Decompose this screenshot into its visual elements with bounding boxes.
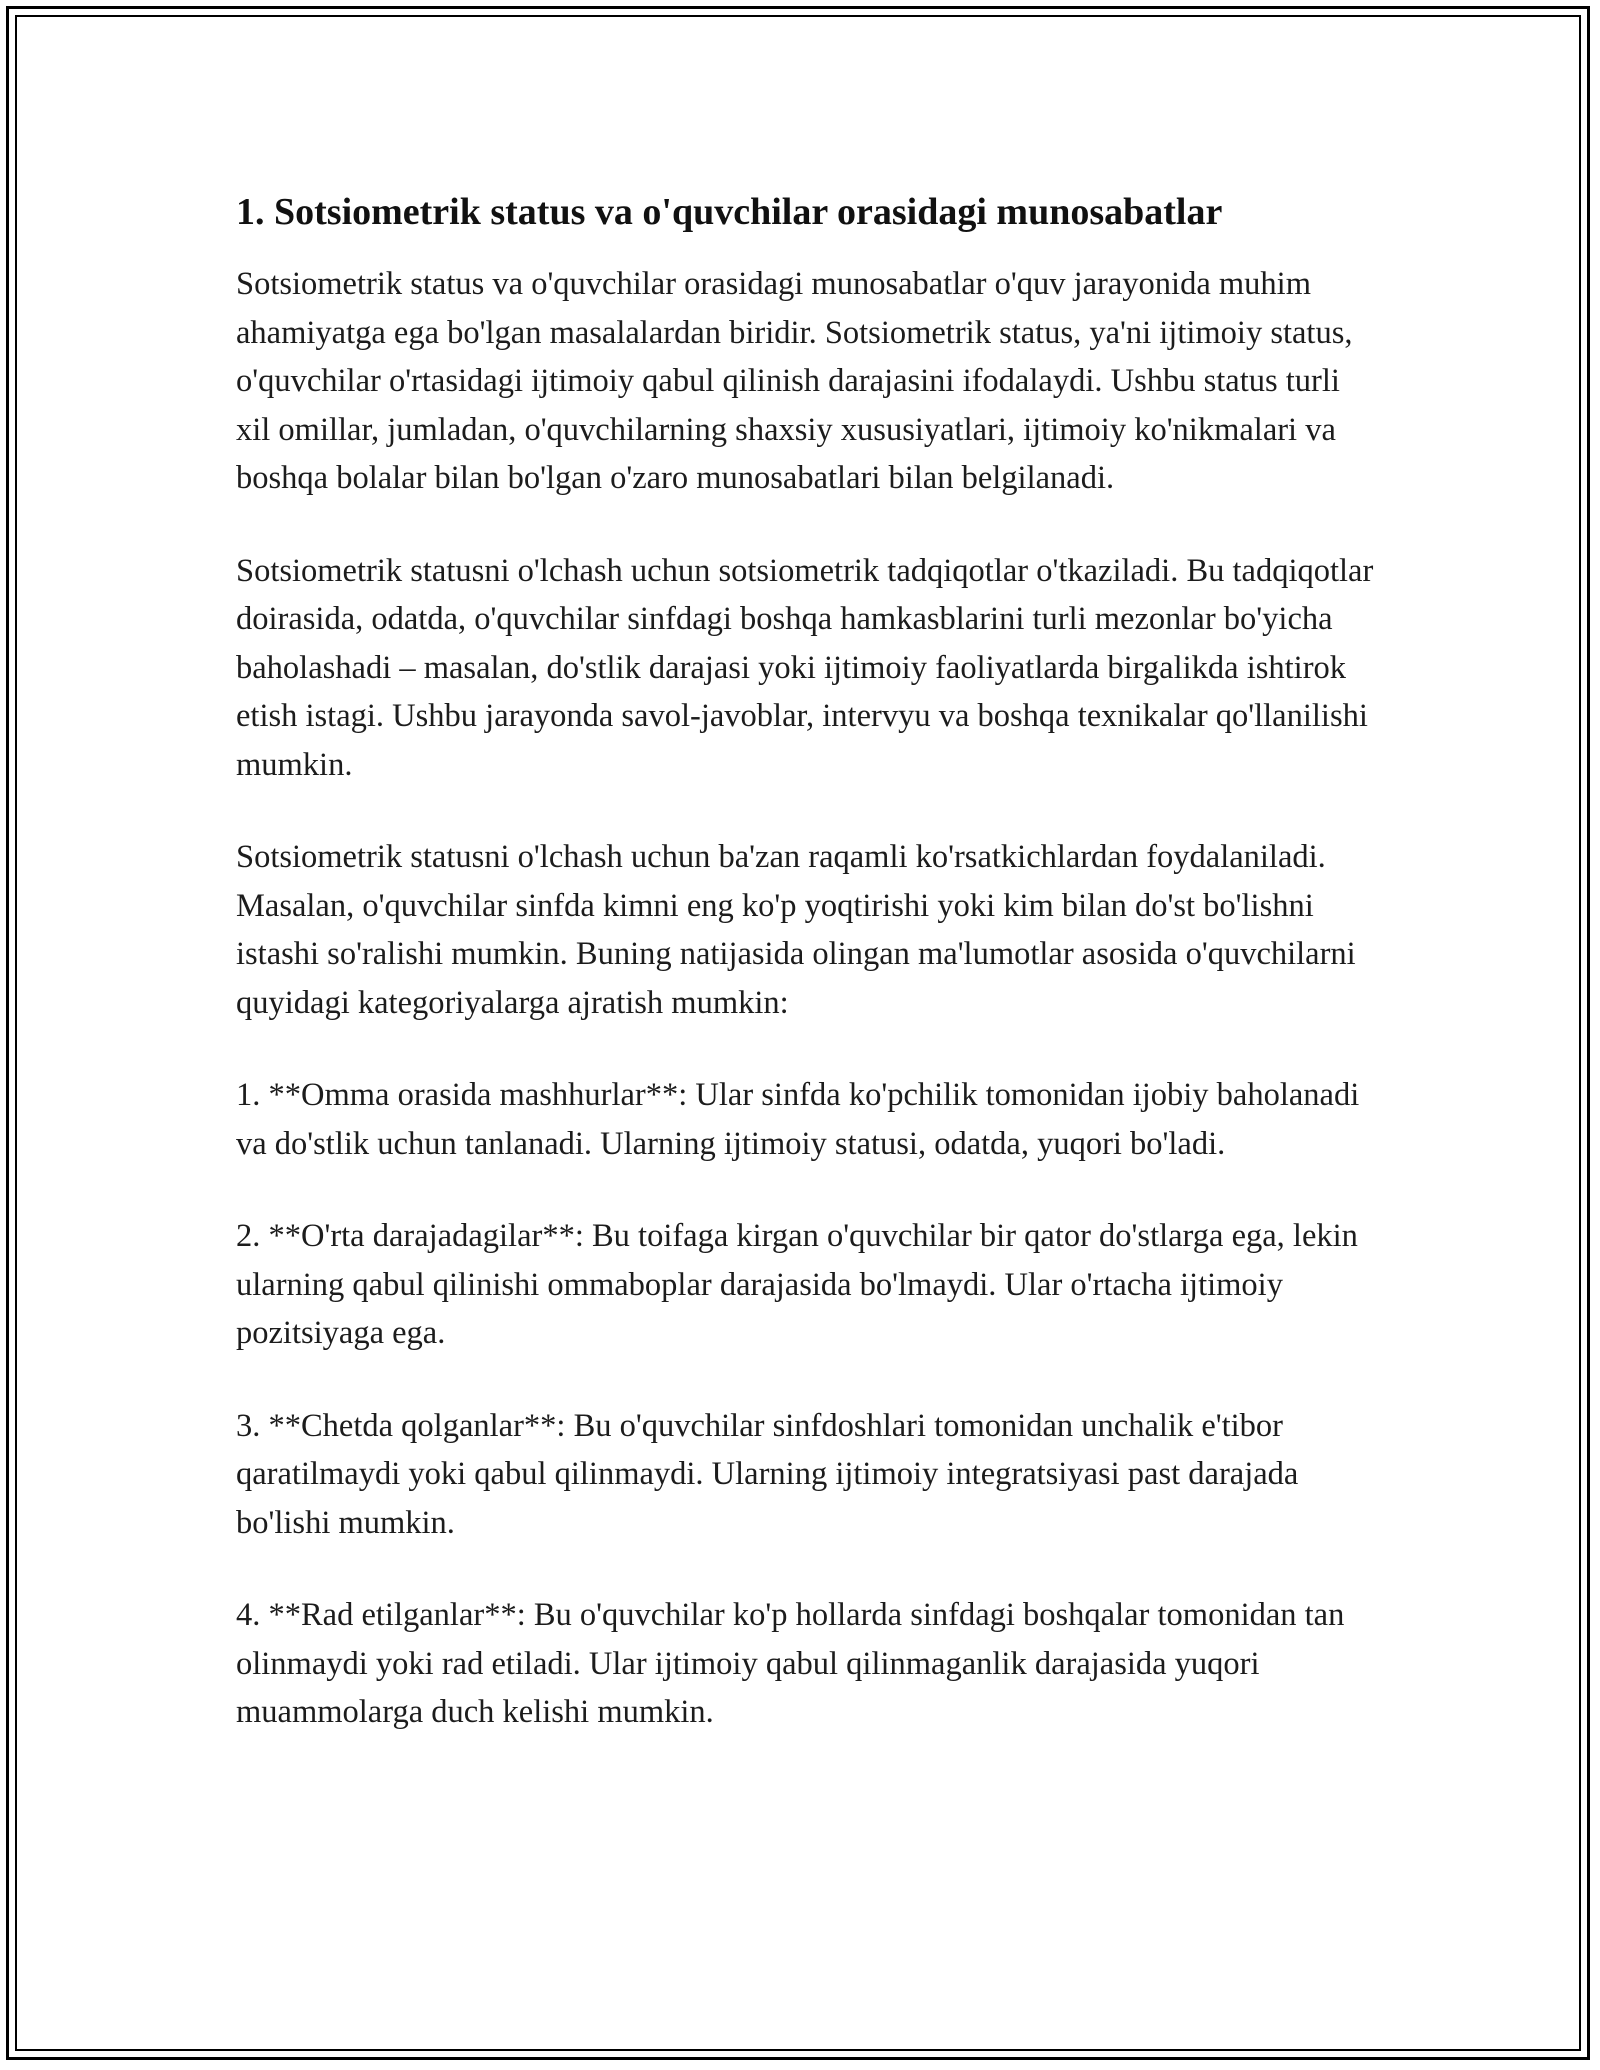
- list-item-rejected: 4. **Rad etilganlar**: Bu o'quvchilar ko'p hollarda sinfdagi boshqalar tomonidan tan olinmaydi yoki rad etiladi. Ular ijtimoiy qabul qilinmaganlik darajasida yuqori muammolarga duch kelishi mumkin.: [236, 1597, 1345, 1730]
- paragraph-categories-intro: Sotsiometrik statusni o'lchash uchun ba'zan raqamli ko'rsatkichlardan foydalaniladi. Masalan, o'quvchilar sinfda kimni eng ko'p yoqtirishi yoki kim bilan do'st bo'lishni istashi so'ralishi mumkin. Buning natijasida olingan ma'lumotlar asosida o'quvchilarni quyidagi kategoriyalarga ajratish mumkin:: [236, 839, 1356, 1021]
- list-item-neglected: 3. **Chetda qolganlar**: Bu o'quvchilar sinfdoshlari tomonidan unchalik e'tibor qaratilmaydi yoki qabul qilinmaydi. Ularning ijtimoiy integratsiyasi past darajada bo'lishi mumkin.: [236, 1407, 1299, 1541]
- section-title: 1. Sotsiometrik status va o'quvchilar orasidagi munosabatlar: [236, 191, 1223, 233]
- paragraph-intro: Sotsiometrik status va o'quvchilar orasidagi munosabatlar o'quv jarayonida muhim ahamiyatga ega bo'lgan masalalardan biridir. Sotsiometrik status, ya'ni ijtimoiy status, o'quvchilar o'rtasidagi ijtimoiy qabul qilinish darajasini ifodalaydi. Ushbu status turli xil omillar, jumladan, o'quvchilarning shaxsiy xususiyatlari, ijtimoiy ko'nikmalari va boshqa bolalar bilan bo'lgan o'zaro munosabatlari bilan belgilanadi.: [236, 266, 1353, 496]
- document-body: [236, 186, 1376, 1781]
- list-item-popular: 1. **Omma orasida mashhurlar**: Ular sinfda ko'pchilik tomonidan ijobiy baholanadi va do'stlik uchun tanlanadi. Ularning ijtimoiy statusi, odatda, yuqori bo'ladi.: [236, 1077, 1360, 1162]
- paragraph-measurement: Sotsiometrik statusni o'lchash uchun sotsiometrik tadqiqotlar o'tkaziladi. Bu tadqiqotlar doirasida, odatda, o'quvchilar sinfdagi boshqa hamkasblarini turli mezonlar bo'yicha baholashadi – masalan, do'stlik darajasi yoki ijtimoiy faoliyatlarda birgalikda ishtirok etish istagi. Ushbu jarayonda savol-javoblar, intervyu va boshqa texnikalar qo'llanilishi mumkin.: [236, 552, 1374, 783]
- list-item-average: 2. **O'rta darajadagilar**: Bu toifaga kirgan o'quvchilar bir qator do'stlarga ega, lekin ularning qabul qilinishi ommaboplar darajasida bo'lmaydi. Ular o'rtacha ijtimoiy pozitsiyaga ega.: [236, 1218, 1358, 1351]
